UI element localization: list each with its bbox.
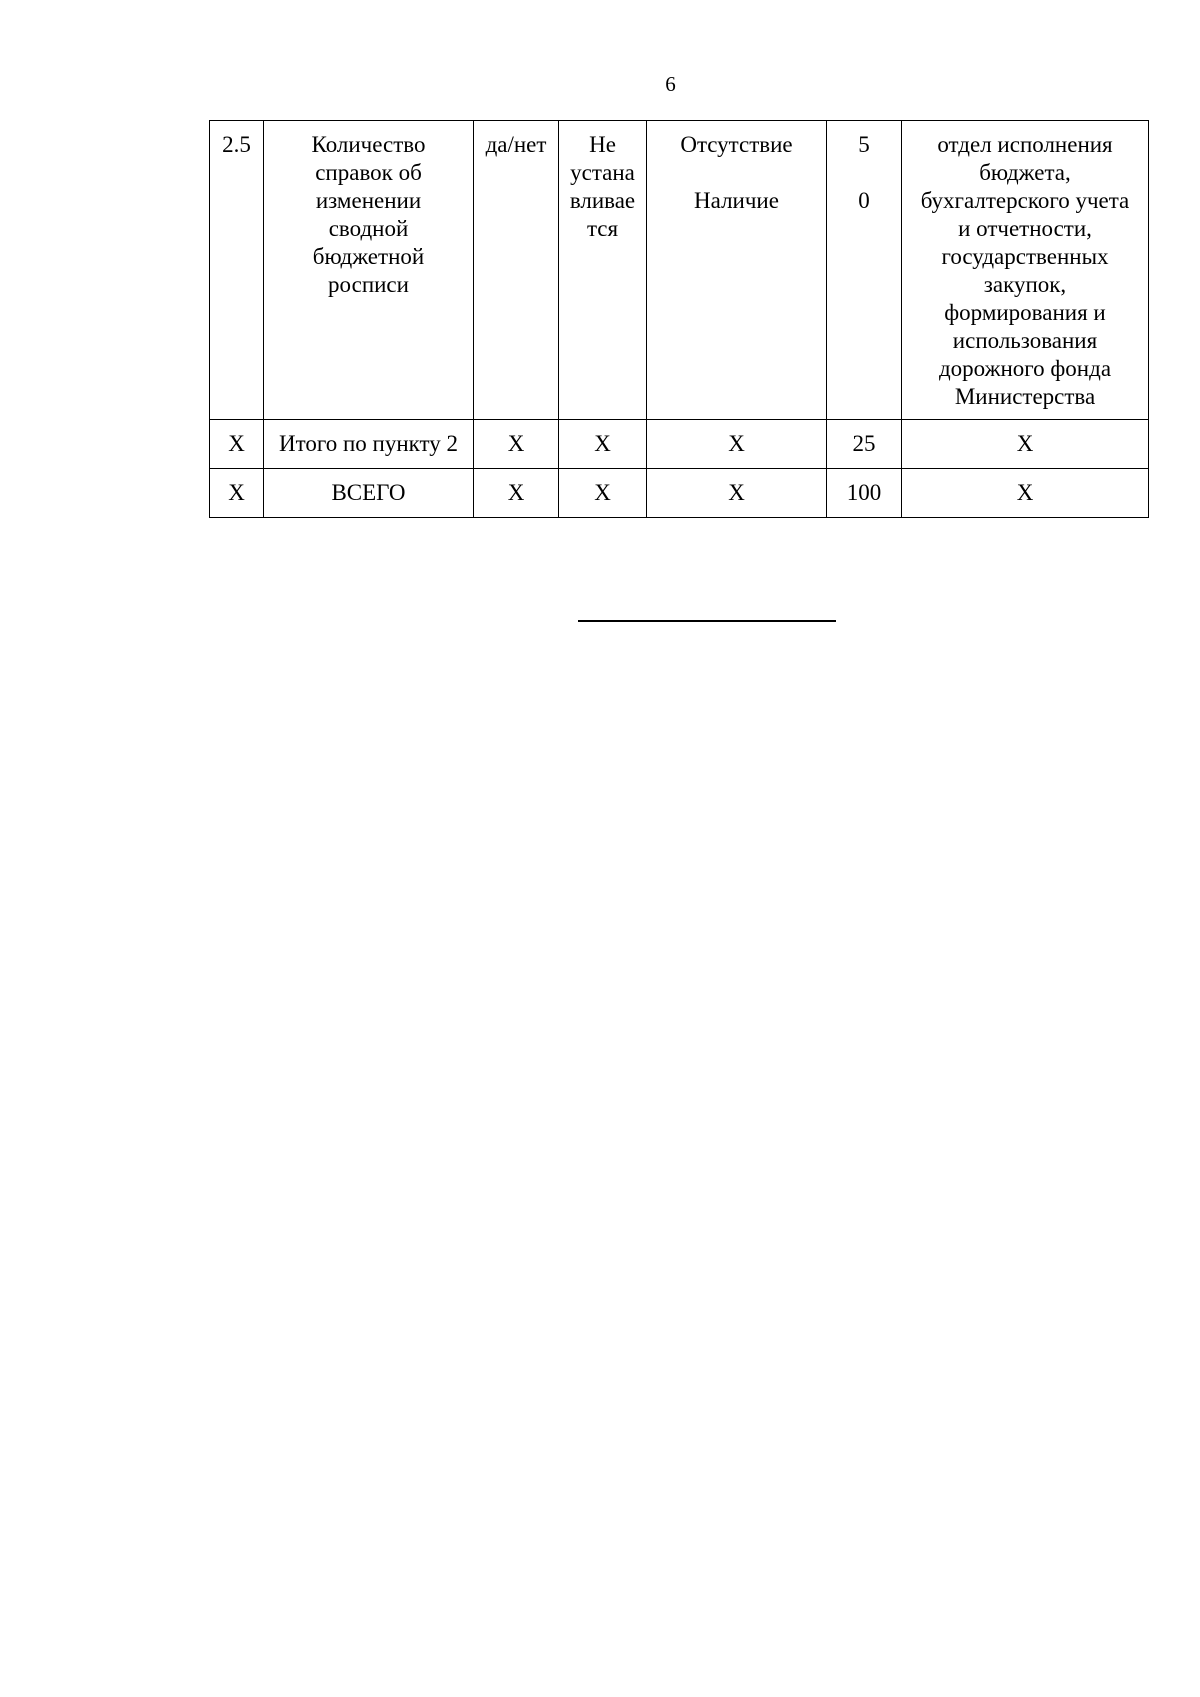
item-name-line: справок об — [315, 160, 422, 185]
subtotal-unit-cell: Х — [474, 420, 559, 469]
item-responsible-line: использования — [952, 328, 1098, 353]
subtotal-target-cell: Х — [559, 420, 647, 469]
item-target-cell — [559, 121, 647, 420]
item-points-present: 0 — [858, 188, 870, 213]
total-unit-cell: Х — [474, 469, 559, 518]
item-points-absent: 5 — [858, 132, 870, 157]
total-points-cell: 100 — [827, 469, 902, 518]
item-criteria-absent: Отсутствие — [680, 132, 793, 157]
item-responsible-line: государственных — [941, 244, 1109, 269]
table-row — [210, 121, 1149, 420]
item-responsible-line: отдел исполнения — [937, 132, 1113, 157]
total-number-cell: Х — [210, 469, 264, 518]
item-criteria-cell — [647, 121, 827, 420]
total-criteria-cell: Х — [647, 469, 827, 518]
subtotal-number-cell: Х — [210, 420, 264, 469]
grand-total-row — [210, 469, 1149, 518]
item-target-line: устана — [570, 160, 635, 185]
item-responsible-line: бухгалтерского учета — [920, 188, 1130, 213]
total-target-cell: Х — [559, 469, 647, 518]
item-responsible-line: и отчетности, — [958, 216, 1092, 241]
item-criteria-present: Наличие — [694, 188, 779, 213]
item-responsible-line: бюджета, — [979, 160, 1071, 185]
subtotal-points-cell: 25 — [827, 420, 902, 469]
item-name-line: бюджетной — [312, 244, 425, 269]
item-name-cell — [264, 121, 474, 420]
total-responsible-cell: Х — [902, 469, 1149, 518]
item-name-line: изменении — [315, 188, 422, 213]
item-target-line: Не — [589, 132, 616, 157]
item-responsible-cell — [902, 121, 1149, 420]
item-responsible-line: дорожного фонда — [938, 356, 1112, 381]
total-name-cell: ВСЕГО — [264, 469, 474, 518]
item-responsible-line: закупок, — [983, 272, 1067, 297]
subtotal-criteria-cell: Х — [647, 420, 827, 469]
indicators-table — [209, 120, 1149, 518]
item-name-line: сводной — [328, 216, 409, 241]
item-name-line: росписи — [328, 272, 409, 297]
item-responsible-line: Министерства — [954, 384, 1096, 409]
item-number-cell: 2.5 — [210, 121, 264, 420]
item-unit-cell: да/нет — [474, 121, 559, 420]
item-target-line: тся — [586, 216, 619, 241]
item-name-line: Количество — [311, 132, 426, 157]
end-separator-line — [578, 620, 836, 622]
item-responsible-line: формирования и — [944, 300, 1106, 325]
item-points-cell — [827, 121, 902, 420]
item-target-line: вливае — [569, 188, 636, 213]
subtotal-responsible-cell: Х — [902, 420, 1149, 469]
subtotal-row — [210, 420, 1149, 469]
subtotal-name-cell: Итого по пункту 2 — [264, 420, 474, 469]
page-number: 6 — [665, 72, 676, 96]
